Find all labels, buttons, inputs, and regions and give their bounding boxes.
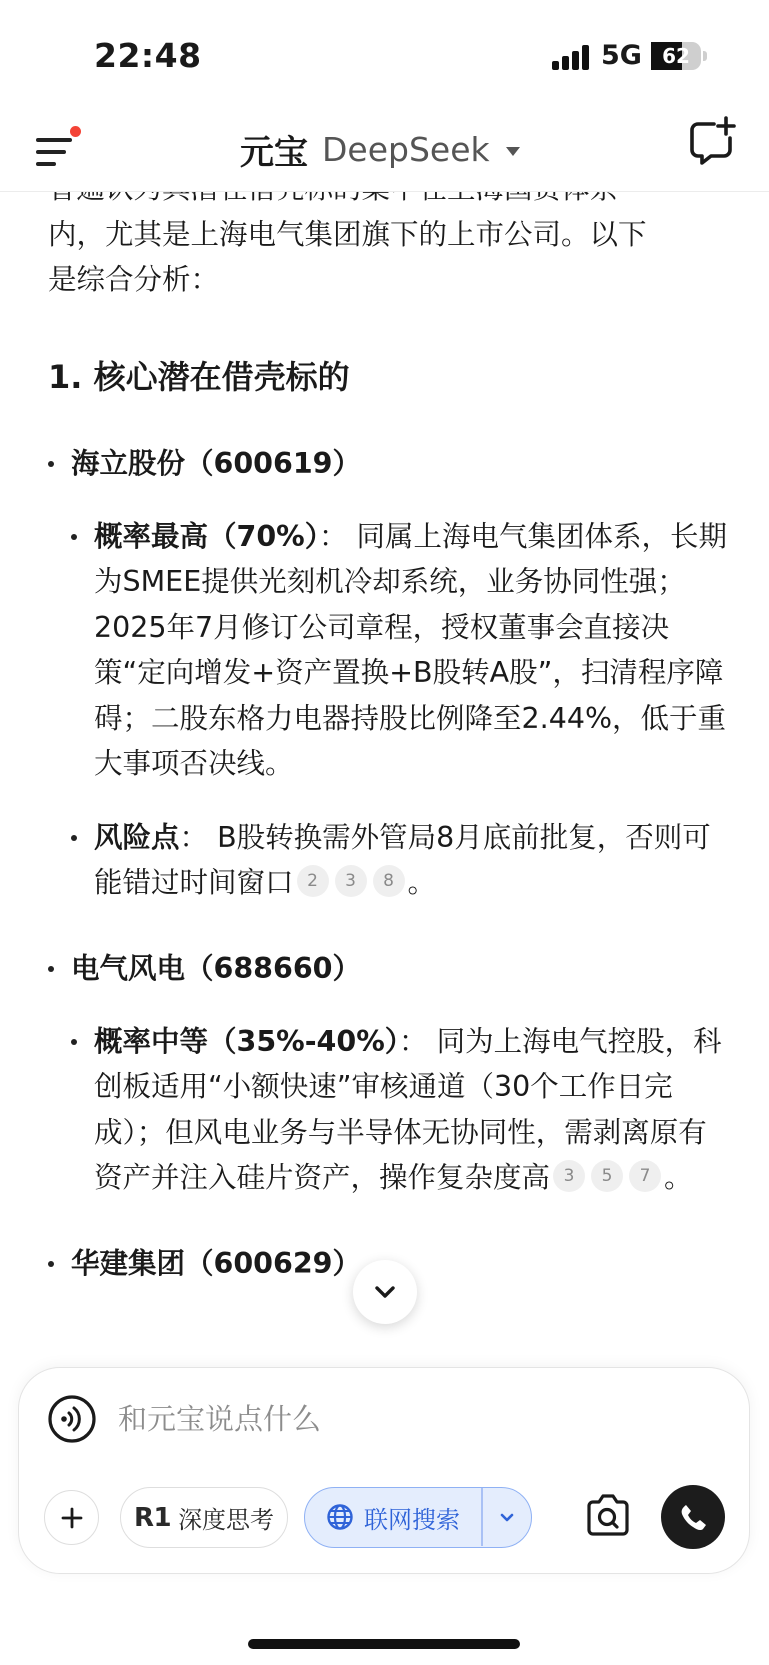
model-name: DeepSeek bbox=[322, 129, 490, 169]
phone-icon bbox=[678, 1502, 708, 1532]
point-separator: ： bbox=[399, 1024, 428, 1058]
voice-call-button[interactable] bbox=[661, 1485, 725, 1549]
citation-badge[interactable]: 7 bbox=[629, 1160, 661, 1192]
deep-think-label: 深度思考 bbox=[178, 1506, 275, 1534]
analysis-point bbox=[48, 1019, 728, 1201]
point-end: 。 bbox=[664, 1161, 693, 1194]
answer-body bbox=[48, 166, 728, 1286]
point-separator: ： bbox=[179, 820, 209, 854]
caret-down-icon bbox=[506, 147, 520, 156]
citation-badge[interactable]: 3 bbox=[335, 865, 367, 897]
scroll-to-bottom-button[interactable] bbox=[353, 1260, 417, 1324]
web-search-toggle[interactable] bbox=[304, 1487, 532, 1548]
chevron-down-icon bbox=[498, 1508, 516, 1526]
citation-badge[interactable]: 3 bbox=[553, 1160, 585, 1192]
web-search-options-button[interactable] bbox=[483, 1488, 531, 1546]
battery-icon bbox=[651, 42, 701, 70]
point-end: 。 bbox=[407, 866, 437, 899]
intro-line: 是综合分析： bbox=[48, 263, 220, 296]
point-label: 概率中等（35%-40%） bbox=[94, 1024, 400, 1058]
menu-button[interactable] bbox=[34, 124, 86, 172]
company-item: 海立股份（600619） bbox=[48, 441, 728, 486]
battery-tip bbox=[703, 51, 707, 61]
notification-dot bbox=[70, 126, 81, 137]
citation-badge[interactable]: 2 bbox=[297, 865, 329, 897]
company-item: 华建集团（600629） bbox=[48, 1241, 728, 1286]
status-time: 22:48 bbox=[94, 36, 202, 75]
globe-icon bbox=[326, 1503, 354, 1531]
status-bar bbox=[0, 0, 769, 110]
composer bbox=[18, 1367, 750, 1574]
deep-think-button[interactable] bbox=[120, 1487, 288, 1548]
voice-input-button[interactable] bbox=[47, 1394, 97, 1444]
point-label: 概率最高（70%） bbox=[94, 519, 319, 553]
cellular-signal-icon bbox=[552, 44, 592, 70]
analysis-point bbox=[48, 514, 728, 787]
point-separator: ： bbox=[318, 519, 348, 553]
citation-badge[interactable]: 8 bbox=[373, 865, 405, 897]
answer-content[interactable] bbox=[0, 192, 769, 1362]
camera-icon bbox=[583, 1492, 633, 1538]
battery-percent: 62 bbox=[662, 44, 690, 68]
analysis-point bbox=[48, 815, 728, 906]
web-search-label: 联网搜索 bbox=[364, 1505, 460, 1534]
model-picker[interactable] bbox=[240, 124, 520, 174]
new-chat-icon bbox=[686, 116, 738, 168]
home-indicator bbox=[248, 1639, 520, 1649]
camera-button[interactable] bbox=[579, 1486, 637, 1544]
voice-wave-icon bbox=[47, 1394, 97, 1444]
chevron-down-icon bbox=[372, 1279, 398, 1305]
point-text: 同属上海电气集团体系，长期为SMEE提供光刻机冷却系统，业务协同性强；2025年7月修订公司章程，授权董事会直接决策“定向增发+资产置换+B股转A股”，扫清程序障碍；二股东格力电器持股比例降至2.44%，低于重大事项否决线。 bbox=[94, 519, 728, 780]
section-heading: 1. 核心潜在借壳标的 bbox=[48, 357, 350, 396]
network-type: 5G bbox=[601, 40, 642, 71]
company-item: 电气风电（688660） bbox=[48, 946, 728, 991]
company-list bbox=[48, 441, 728, 1286]
intro-line: 内，尤其是上海电气集团旗下的上市公司。以下 bbox=[48, 217, 647, 251]
citation-badge[interactable]: 5 bbox=[591, 1160, 623, 1192]
plus-icon bbox=[60, 1506, 84, 1530]
app-header bbox=[0, 110, 769, 192]
point-text: 同为上海电气控股，科创板适用“小额快速”审核通道（30个工作日完成）；但风电业务与半导体无协同性，需剥离原有资产并注入硅片资产，操作复杂度高 bbox=[94, 1024, 722, 1194]
web-search-button[interactable] bbox=[305, 1488, 481, 1546]
app-title: 元宝 bbox=[240, 132, 308, 173]
new-chat-button[interactable] bbox=[686, 116, 738, 168]
message-input[interactable]: 和元宝说点什么 bbox=[118, 1402, 322, 1436]
point-text: B股转换需外管局8月底前批复，否则可能错过时间窗口 bbox=[94, 820, 711, 899]
r1-badge: R1 bbox=[133, 1502, 172, 1533]
attach-button[interactable] bbox=[44, 1490, 99, 1545]
point-label: 风险点 bbox=[94, 820, 180, 854]
